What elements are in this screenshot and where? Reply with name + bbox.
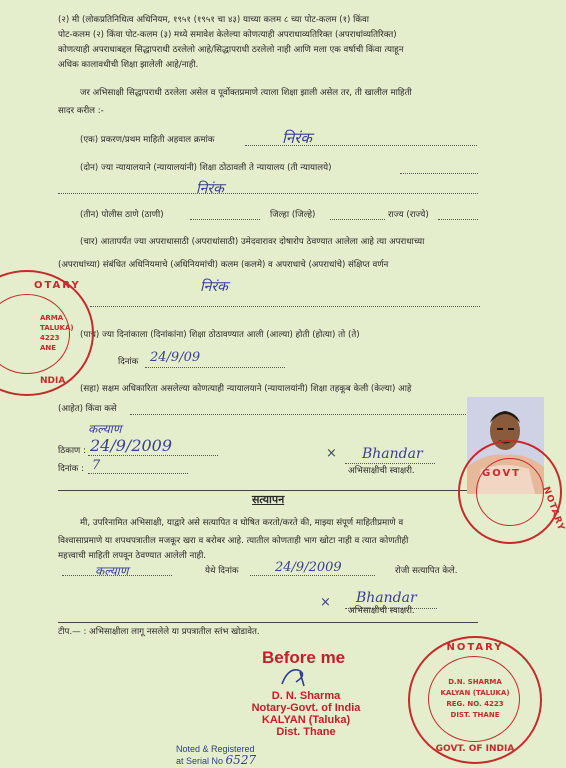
registered-line2: at Serial No — [176, 756, 224, 766]
left-stamp-l4: ANE — [40, 344, 57, 352]
cross-mark-2: × — [320, 595, 331, 610]
item4-dotted-line — [90, 306, 480, 307]
intro-line1: जर अभिसाक्षी सिद्धापराधी ठरलेला असेल व पूर्वोक्तप्रमाणे त्याला शिक्षा झाली असेल तर, ती खालील माहिती — [80, 88, 412, 98]
photo-stamp-top: GOVT — [482, 468, 522, 479]
notary-block — [236, 690, 376, 738]
note-text: टीप.— : अभिसाक्षीला लागू नसलेले या प्रपत्रातील स्तंभ खोडावेत. — [58, 627, 260, 637]
item2-label: (दोन) ज्या न्यायालयाने (न्यायालयांनी) शिक्षा ठोठावली ते न्यायालय (ती न्यायालये) — [80, 163, 332, 173]
notary-name: D. N. Sharma — [271, 690, 341, 702]
verify-place-handwritten: कल्याण — [95, 564, 129, 578]
verification-title: सत्यापन — [252, 493, 285, 506]
item4-line1: (चार) आतापर्यंत ज्या अपराधासाठी (अपराधांसाठी) उमेदवारावर दोषारोप ठेवण्यात आलेला आहे त्या अपराधाच्या — [80, 237, 425, 247]
stamp-bottom-text: GOVT. OF INDIA — [435, 744, 515, 754]
para2-line3: कोणत्याही अपराधाबद्दल सिद्धापराधी ठरलेलो आहे/सिद्धापराधी ठरलेलो नाही आणि मला एक वर्षाची किंवा त्याहून — [58, 45, 404, 55]
place-dotted-line — [88, 455, 218, 456]
item6-line2: (आहेत) किंवा कसे — [58, 404, 117, 414]
deponent-sign-label-2: अभिसाक्षीची स्वाक्षरी. — [348, 606, 415, 616]
notary-place: KALYAN (Taluka) — [261, 714, 351, 726]
item4-line2: (अपराधांच्या) संबंधित अधिनियमाचे (अधिनियमांची) कलम (कलमे) व अपराधाचे (अपराधांचे) संक्षिप्त वर्णन — [58, 260, 389, 270]
photo-stamp-side: NOTARY — [540, 485, 566, 533]
verify-date-dotted-line — [250, 575, 375, 576]
item3-district-line — [330, 219, 385, 220]
registered-note — [176, 744, 256, 767]
place-label: ठिकाण : — [58, 446, 86, 456]
item2-handwritten: निरंक — [196, 181, 224, 197]
para2-line1: (२) मी (लोकप्रतिनिधित्व अधिनियम, १९५१ (१९५१ चा ४३) याच्या कलम ८ च्या पोट-कलम (१) किंवा — [58, 15, 369, 25]
verify-place-dotted-line — [62, 575, 172, 576]
item1-handwritten: निरंक — [282, 129, 312, 147]
deponent-signature-1: Bhandar — [362, 446, 423, 462]
verification-line3: महत्त्वाची माहिती लपवून ठेवण्यात आलेली नाही. — [58, 551, 207, 561]
notary-dist: Dist. Thane — [276, 726, 336, 738]
notary-stamp-inner-ring — [428, 656, 520, 742]
item6-line1: (सहा) सक्षम अधिकारिता असलेल्या कोणत्याही न्यायालयाने (न्यायालयांनी) शिक्षा तहकूब केली (केल्या) आहे — [80, 384, 412, 394]
item2-dotted-line-b — [58, 193, 478, 194]
verification-line1: मी, उपरिनामित अभिसाक्षी, याद्वारे असे सत्यापित व घोषित करतो/करते की, माझ्या संपूर्ण माहितीप्रमाणे व — [80, 518, 404, 528]
cross-mark-1: × — [326, 446, 337, 461]
notary-title: Notary-Govt. of India — [251, 702, 361, 714]
deponent-sign-label-1: अभिसाक्षीची स्वाक्षरी. — [348, 466, 415, 476]
item5-label: (पाच) ज्या दिनांकाला (दिनांकांना) शिक्षा ठोठावण्यात आली (आल्या) होती (होत्या) तो (ते) — [80, 330, 360, 340]
stamp-reg: REG. NO. 4223 — [446, 700, 504, 708]
item3-district-label: जिल्हा (जिल्हे) — [270, 210, 316, 220]
item1-dotted-line — [245, 145, 477, 146]
left-stamp-l3: 4223 — [40, 334, 60, 342]
date-label: दिनांक : — [58, 464, 85, 474]
date-dotted-line — [88, 473, 188, 474]
verify-here-label: येथे दिनांक — [205, 566, 239, 576]
stamp-top-text: NOTARY — [446, 642, 504, 653]
left-stamp-inner-ring — [0, 294, 70, 374]
item2-dotted-line-a — [400, 173, 478, 174]
registered-line1: Noted & Registered — [176, 744, 255, 754]
verify-date-handwritten: 24/9/2009 — [275, 560, 342, 575]
item5-date-label: दिनांक — [118, 357, 139, 367]
stamp-dist: DIST. THANE — [450, 711, 500, 719]
left-stamp-bottom: NDIA — [40, 376, 66, 386]
verification-line2: विश्वासाप्रमाणे या शपथपत्रातील मजकूर खरा व बरोबर आहे. त्यातील कोणताही भाग खोटा नाही व त्यात कोणतीही — [58, 536, 409, 546]
item3-state-line — [438, 219, 478, 220]
notary-signature-mark — [278, 664, 318, 688]
left-stamp-l1: ARMA — [40, 314, 64, 322]
verify-suffix: रोजी सत्यापित केले. — [395, 566, 458, 576]
stamp-name: D.N. SHARMA — [448, 678, 502, 686]
left-stamp-top: OTARY — [34, 280, 81, 291]
intro-line2: सादर करील :- — [58, 106, 104, 116]
stamp-place: KALYAN (TALUKA) — [440, 689, 510, 697]
item5-date-handwritten: 24/9/09 — [150, 350, 201, 365]
item1-label: (एक) प्रकरण/प्रथम माहिती अहवाल क्रमांक — [80, 135, 215, 145]
notary-stamp-seal — [408, 636, 542, 764]
note-divider — [58, 622, 478, 623]
item3-station-line — [190, 219, 260, 220]
place-handwritten: कल्याण — [88, 422, 122, 436]
left-stamp-l2: TALUKA) — [40, 324, 74, 332]
before-me-text: Before me — [262, 648, 346, 667]
registered-line2-wrap — [176, 755, 256, 767]
registered-no: 6527 — [225, 753, 257, 767]
signature-line-1 — [345, 463, 435, 464]
date-handwritten: 7 — [92, 458, 101, 473]
item6-dotted-line — [130, 414, 470, 415]
item5-dotted-line — [145, 367, 285, 368]
item4-handwritten: निरंक — [200, 279, 228, 295]
photo-stamp-seal — [458, 440, 566, 544]
deponent-signature-2: Bhandar — [356, 590, 417, 606]
place-date-handwritten: 24/9/2009 — [90, 436, 173, 455]
item3-state-label: राज्य (राज्ये) — [388, 210, 429, 220]
left-partial-stamp — [0, 270, 94, 396]
divider-line — [58, 490, 478, 491]
para2-line2: पोट-कलम (२) किंवा पोट-कलम (३) मध्ये समावेश केलेल्या कोणत्याही अपराधाव्यतिरिक्त (अपराधांव्यतिरिक्त) — [58, 30, 397, 40]
para2-line4: अधिक कालावधीची शिक्षा झालेली आहे/नाही. — [58, 60, 199, 70]
item3-label: (तीन) पोलीस ठाणे (ठाणी) — [80, 210, 164, 220]
